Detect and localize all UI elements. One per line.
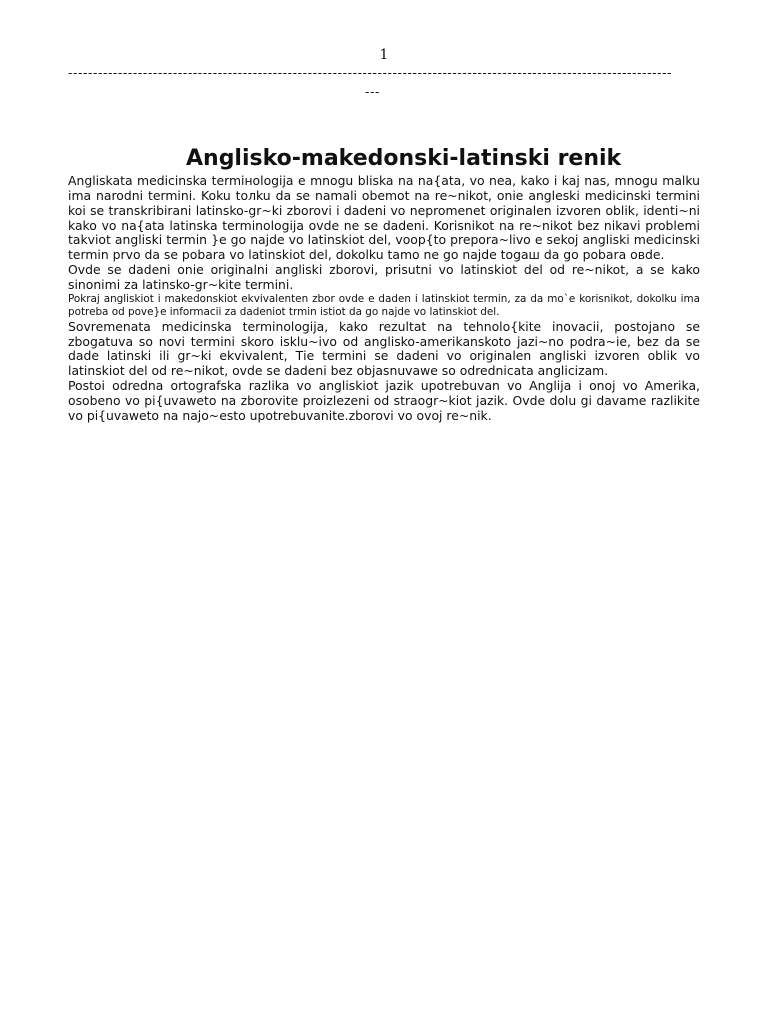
paragraph-intro: Angliskata medicinska termiнologija e mnogu bliska na na{ata, vo nea, kako i kaj nas, mnogu malku ima narodni termini. Koku toлku da se namali obemot na re~nikot, onie angleski medicinski termini koi se transkribirani latinsko-gr~ki zborovi i dadeni vo nepromenet originalen izvoren oblik, identi~ni kako vo na{ata latinska terminologija ovde ne se dadeni. Korisnikot na re~nikot bez nikavi problemi takviot angliski termin }e go najde vo latinskiot del, voop{to prepora~livo e sekoj angliski medicinski termin prvo da se pobara vo latinskiot del, dokolku tamo ne go najde togaш da go pobara oвde. <box>68 173 700 263</box>
header-separator-line: ------------------------------------------------------------------------------------------------------------------------- <box>68 66 673 81</box>
document-title: Anglisko-makedonski-latinski renik <box>186 146 622 171</box>
paragraph-synonyms: Ovde se dadeni onie originalni angliski zborovi, prisutni vo latinskiot del od re~nikot, a se kako sinonimi za latinsko-gr~kite termini. <box>68 262 700 292</box>
paragraph-orthography: Postoi odredna ortografska razlika vo angliskiot jazik upotrebuvan vo Anglija i onoj vo Amerika, osobeno vo pi{uvaweto na zborovite proizlezeni od straogr~kiot jazik. Ovde dolu gi davame razlikite vo pi{uvaweto na najo~esto upotrebuvanite.zborovi vo ovoj re~nik. <box>68 378 700 423</box>
paragraph-latin-term-note: Pokraj angliskiot i makedonskiot ekvivalenten zbor ovde e daden i latinskiot termin, za da mo`e korisnikot, dokolku ima potreba od pove}e informacii za dadeniot trmin istiot da go najde vo latinskiot del. <box>68 292 700 319</box>
document-body <box>68 174 700 424</box>
page-number: 1 <box>379 47 389 63</box>
header-separator-tail: --- <box>365 85 380 100</box>
paragraph-modern-terminology: Sovremenata medicinska terminologija, kako rezultat na tehnolo{kite inovacii, postojano se zbogatuva so novi termini skoro isklu~ivo od anglisko-amerikanskoto jazi~no podra~ie, bez da se dade latinski ili gr~ki ekvivalent, Тie termini se dadeni vo originalen angliski izvoren oblik vo latinskiot del od re~nikot, ovde se dadeni bez objasnuvawe so odrednicata anglicizam. <box>68 318 700 379</box>
